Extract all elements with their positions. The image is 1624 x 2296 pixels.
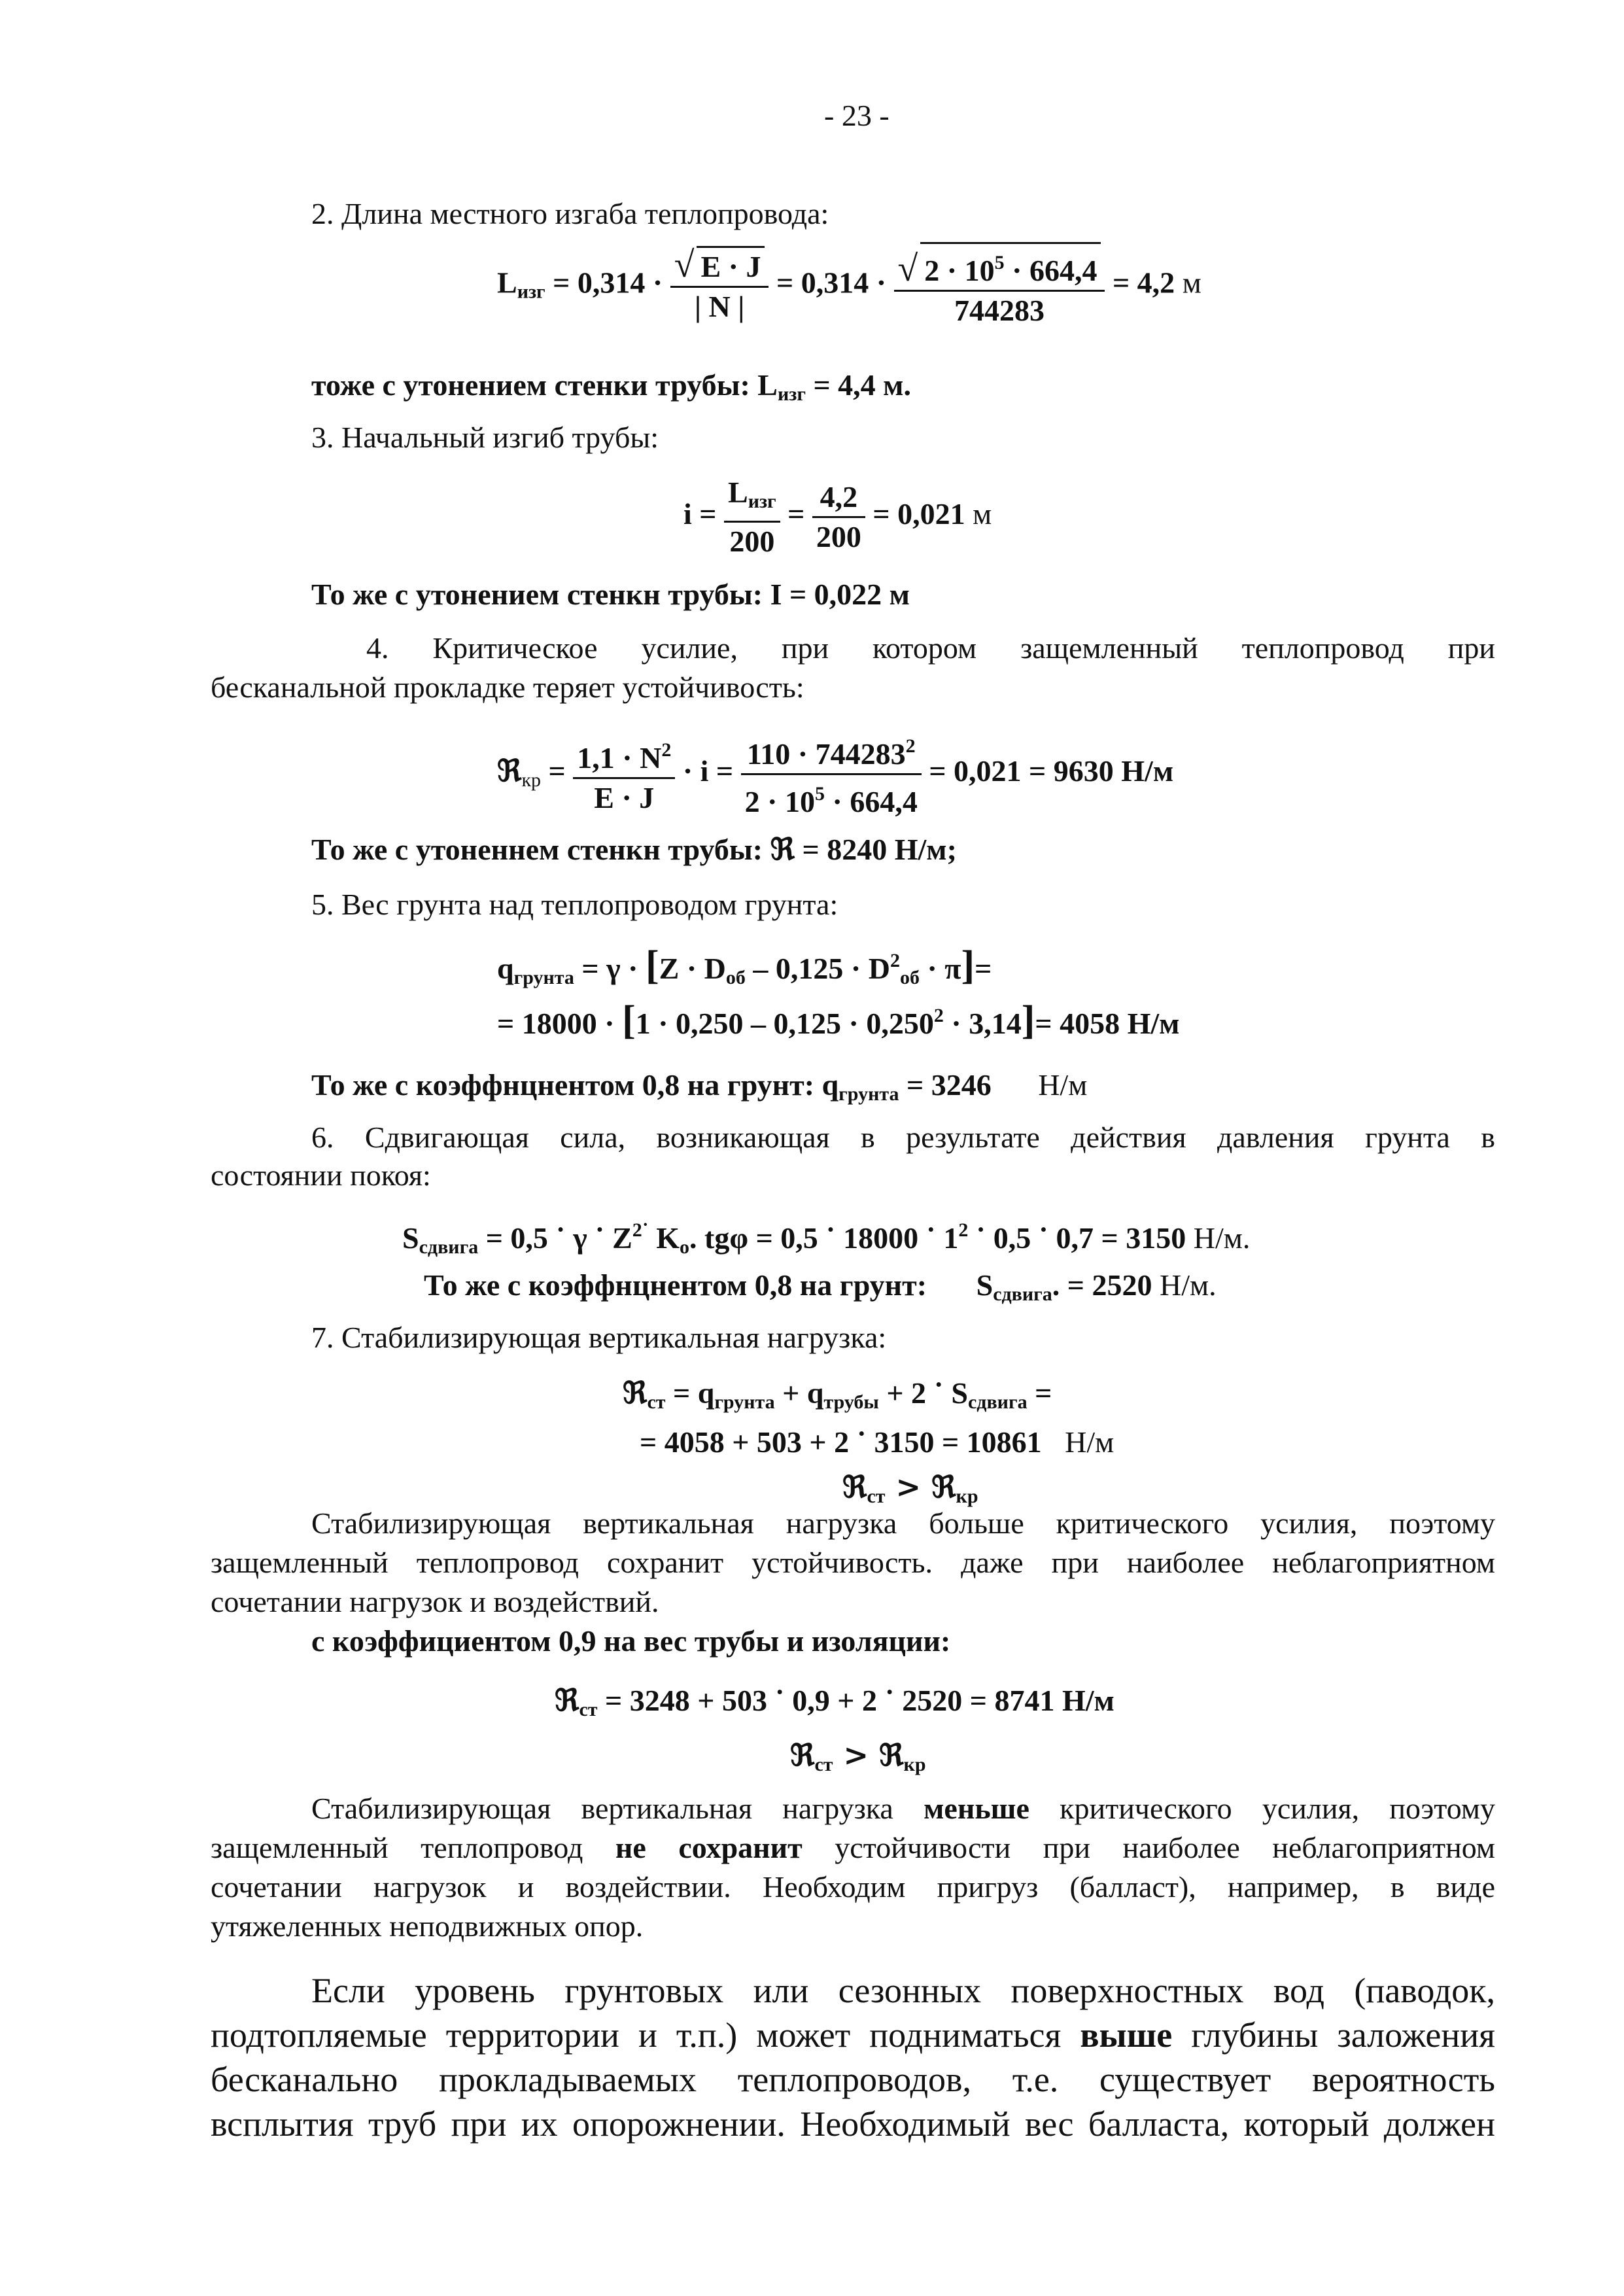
bracket-close: ] [1021, 998, 1035, 1043]
section-4-note: То же с утоненнем стенкн трубы: ℜ = 8240 Н/м; [311, 833, 957, 866]
formula-subscript: ст [647, 1391, 666, 1413]
formula-term: > ℜ [833, 1737, 904, 1773]
formula-unit: м [973, 497, 992, 531]
final-paragraph-line-4: всплытия труб при их опорожнении. Необходимый вес балласта, который должен [211, 2104, 1495, 2144]
paragraph-3-line-2 [211, 1829, 1495, 1867]
formula-comparison-2 [790, 1736, 926, 1784]
section-5-heading: 5. Вес грунта над теплопроводом грунта: [311, 888, 838, 921]
formula-term: 1 · 0,250 – 0,125 · 0,250 [635, 1007, 934, 1040]
note-text: То же с коэффнцнентом 0,8 на грунт: q [311, 1068, 839, 1102]
fraction [573, 731, 675, 817]
note-unit: Н/м. [1152, 1268, 1217, 1302]
formula-subscript: трубы [823, 1391, 879, 1413]
formula-term: – 0,125 · D [745, 952, 890, 985]
section-6-line-1: 6. Сдвигающая сила, возникающая в результате действия давления грунта в [311, 1121, 1495, 1154]
section-6-note [424, 1266, 1217, 1313]
fraction [724, 474, 780, 561]
formula-result: = 0,021 [872, 497, 965, 531]
formula-superscript: 2 [958, 1219, 969, 1241]
formula-result: = 3248 + 503 ˙ 0,9 + 2 ˙ 2520 = 8741 Н/м [597, 1684, 1114, 1717]
formula-term: = q [665, 1376, 715, 1410]
formula-stabilizing-load-2 [640, 1423, 1114, 1461]
formula-term: 2 · 10 [924, 254, 995, 287]
formula-subscript: изг [517, 281, 545, 303]
formula-term: = 0,5 ˙ γ ˙ Z [478, 1221, 632, 1255]
fraction [894, 242, 1105, 330]
paragraph-text: глубины заложения [1172, 2015, 1495, 2055]
paragraph-3-line-1 [311, 1790, 1495, 1828]
formula-superscript: 2 [905, 735, 916, 757]
note-text: S [976, 1268, 993, 1302]
sqrt-symbol: √ [897, 249, 918, 289]
section-4-line-1: 4. Критическое усилие, при котором защемленный теплопровод при [366, 631, 1495, 665]
final-paragraph-line-2 [211, 2013, 1495, 2057]
formula-subscript: об [725, 967, 746, 988]
formula-unit: Н/м. [1186, 1221, 1251, 1255]
fraction [812, 478, 865, 556]
formula-term: 4,2 [812, 478, 865, 518]
paragraph-2-heading: с коэффициентом 0,9 на вес трубы и изоляции: [311, 1624, 951, 1658]
paragraph-text: защемленный теплопровод [211, 1831, 615, 1864]
formula-term: 200 [729, 525, 775, 558]
formula-unit: Н/м [1065, 1425, 1114, 1459]
section-4-line-2: бесканальной прокладке теряет устойчивость: [211, 670, 804, 704]
formula-term: = 18000 · [497, 1007, 615, 1040]
paragraph-emphasis: меньше [924, 1792, 1029, 1825]
formula-term: + q [774, 1376, 824, 1410]
formula-subscript: грунта [714, 1391, 775, 1413]
paragraph-text: устойчивости при наиболее неблагоприятном [802, 1831, 1495, 1864]
formula-result: = 0,021 = 9630 Н/м [929, 754, 1174, 788]
section-2-note [311, 366, 911, 413]
formula-term: = [975, 952, 992, 985]
formula-term: = 0,314 · [776, 266, 887, 300]
formula-term: 2 · 10 [744, 785, 815, 818]
formula-term: · 664,4 [1004, 254, 1097, 287]
note-text: То же с коэффнцнентом 0,8 на грунт: [424, 1268, 927, 1302]
formula-critical-force [497, 727, 1173, 821]
formula-result: ˙ 0,5 ˙ 0,7 = 3150 [968, 1221, 1186, 1255]
formula-result: = 4,2 [1112, 266, 1175, 300]
paragraph-3-line-4: утяжеленных неподвижных опор. [211, 1909, 644, 1943]
formula-superscript: 2 [661, 739, 672, 761]
note-text: . = 2520 [1052, 1268, 1152, 1302]
paragraph-1-line-3: сочетании нагрузок и воздействий. [211, 1585, 659, 1618]
formula-initial-bend [683, 474, 992, 561]
paragraph-1-line-2: защемленный теплопровод сохранит устойчивость. даже при наиболее неблагоприятном [211, 1546, 1495, 1579]
formula-term: · 664,4 [825, 785, 918, 818]
formula-subscript: o [680, 1236, 690, 1258]
formula-term [920, 242, 1101, 290]
formula-term: 1,1 · N [577, 741, 662, 774]
note-text: = 4,4 м. [805, 368, 911, 402]
final-paragraph-line-1: Если уровень грунтовых или сезонных поверхностных вод (паводок, [311, 1971, 1495, 2010]
formula-term: L [497, 266, 517, 300]
section-3-note: То же с утонением стенкн трубы: I = 0,022 м [311, 578, 910, 611]
formula-superscript: 5 [994, 252, 1005, 273]
formula-term: = 0,314 · [553, 266, 663, 300]
fraction [670, 246, 769, 326]
formula-term: = γ · [574, 952, 638, 985]
formula-term: q [497, 952, 514, 985]
formula-term: ℜ [623, 1375, 648, 1410]
formula-bend-length [497, 242, 1201, 330]
formula-term: Z · D [659, 952, 726, 985]
paragraph-1-line-1: Стабилизирующая вертикальная нагрузка больше критического усилия, поэтому [311, 1506, 1495, 1540]
bracket-open: [ [645, 943, 659, 988]
formula-subscript: ст [579, 1699, 598, 1720]
formula-subscript: кр [521, 769, 542, 791]
formula-subscript: ст [814, 1754, 833, 1775]
final-paragraph-line-3: бесканально прокладываемых теплопроводов, т.е. существует вероятность [211, 2060, 1495, 2099]
paragraph-emphasis: не сохранит [615, 1831, 803, 1864]
formula-subscript: ст [867, 1486, 886, 1507]
formula-term: = [1027, 1376, 1052, 1410]
formula-result: = 4058 + 503 + 2 ˙ 3150 = 10861 [640, 1425, 1042, 1459]
formula-term: i = [683, 497, 717, 531]
note-subscript: сдвига [993, 1283, 1052, 1305]
page-number: - 23 - [824, 99, 890, 132]
bracket-open: [ [622, 998, 636, 1043]
formula-soil-weight-2 [497, 997, 1180, 1043]
note-subscript: грунта [838, 1083, 899, 1105]
formula-term: K [648, 1221, 680, 1255]
formula-term: = [787, 497, 805, 531]
sqrt-symbol: √ [674, 245, 695, 285]
formula-term: S [402, 1221, 419, 1255]
formula-subscript: об [899, 967, 920, 988]
section-2-heading: 2. Длина местного изгаба теплопровода: [311, 197, 829, 230]
formula-term: · π [919, 952, 961, 985]
formula-subscript: сдвига [967, 1391, 1028, 1413]
section-6-line-2: состоянии покоя: [211, 1158, 431, 1192]
formula-term: · i = [682, 754, 734, 788]
section-5-note [311, 1066, 1087, 1113]
paragraph-emphasis: выше [1080, 2015, 1173, 2055]
formula-term: L [728, 476, 748, 509]
formula-term: E · J [697, 246, 765, 286]
formula-subscript: изг [748, 491, 776, 512]
formula-subscript: сдвига [419, 1236, 479, 1258]
section-3-heading: 3. Начальный изгиб трубы: [311, 421, 659, 454]
formula-subscript: кр [956, 1486, 978, 1507]
formula-superscript: 2 [890, 950, 900, 971]
formula-term: + 2 ˙ S [878, 1376, 968, 1410]
formula-term: | N | [694, 290, 745, 323]
formula-stabilizing-load-1 [623, 1374, 1052, 1421]
formula-unit: м [1182, 266, 1201, 300]
formula-shear-force [402, 1211, 1250, 1266]
formula-superscript: 5 [815, 783, 825, 805]
note-text: = 3246 [899, 1068, 992, 1102]
formula-stabilizing-load-reduced [555, 1681, 1114, 1729]
formula-term: = [548, 754, 566, 788]
note-subscript: изг [777, 383, 806, 405]
note-text: тоже с утонением стенки трубы: L [311, 368, 778, 402]
formula-subscript: грунта [513, 967, 574, 988]
formula-term: · 3,14 [943, 1007, 1022, 1040]
formula-term: . tgφ = 0,5 ˙ 18000 ˙ 1 [689, 1221, 959, 1255]
formula-term: > ℜ [885, 1469, 956, 1505]
section-7-heading: 7. Стабилизирующая вертикальная нагрузка: [311, 1321, 887, 1354]
fraction [741, 727, 922, 821]
bracket-close: ] [961, 943, 975, 988]
formula-result: = 4058 Н/м [1035, 1007, 1180, 1040]
paragraph-text: критического усилия, поэтому [1029, 1792, 1495, 1825]
formula-term: ℜ [842, 1469, 867, 1505]
formula-soil-weight-1 [497, 942, 992, 997]
paragraph-3-line-3: сочетании нагрузок и воздействии. Необходим пригруз (балласт), например, в виде [211, 1870, 1495, 1904]
formula-term: E · J [594, 781, 655, 814]
paragraph-text: подтопляемые территории и т.п.) может подниматься [211, 2015, 1080, 2055]
paragraph-text: Стабилизирующая вертикальная нагрузка [311, 1792, 924, 1825]
formula-term: 200 [816, 520, 861, 553]
note-unit: Н/м [1038, 1068, 1088, 1102]
formula-term: ℜ [555, 1682, 579, 1718]
formula-term: ℜ [497, 753, 522, 789]
formula-term: 744283 [954, 294, 1045, 327]
formula-superscript: 2 [933, 1005, 944, 1026]
formula-subscript: кр [903, 1754, 926, 1775]
formula-superscript: 2˙ [632, 1219, 649, 1241]
formula-term: ℜ [790, 1737, 815, 1773]
formula-term: 110 · 744283 [746, 737, 906, 771]
